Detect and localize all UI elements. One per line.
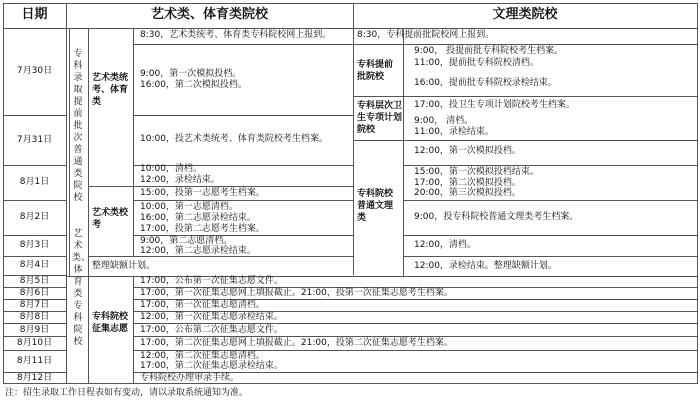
- event-text: 整理缺额计划。: [92, 261, 156, 271]
- event-text: 16:00，第二志愿录检结束。: [140, 213, 256, 223]
- event-text: 17:00，第一次征集志愿网上填报截止。21:00，投第一次征集志愿考生档案。: [140, 288, 453, 298]
- event-text: 12:00，第一次模拟投档。: [414, 146, 521, 156]
- date-cell: 8月7日: [19, 300, 50, 310]
- event-text: 15:00，投第一志愿考生档案。: [140, 188, 265, 198]
- event-text: 10:00，清档。: [140, 164, 202, 174]
- date-cell: 8月2日: [19, 212, 50, 222]
- event-text: 12:00，录检结束。: [140, 175, 220, 185]
- event-text: 12:00，第二次征集志愿清档。: [140, 351, 265, 361]
- event-text: 9:00， 清档。: [414, 116, 474, 126]
- header-liberal-science: 文理类院校: [492, 7, 558, 22]
- header-art-sport: 艺术类、体育类院校: [150, 7, 268, 22]
- category-label: 艺术类统考、体育类: [92, 73, 129, 107]
- event-text: 17:00，投第二志愿考生档案。: [140, 224, 265, 234]
- event-text: 9:00，第二志愿清档。: [140, 236, 233, 246]
- date-cell: 8月8日: [19, 312, 50, 322]
- category-label: 艺术类校考: [92, 208, 129, 230]
- event-text: 10:00，第一志愿清档。: [140, 202, 238, 212]
- category-vertical-label: 艺术类、体育类专科院校: [72, 229, 91, 347]
- event-text: 17:00，第二次征集志愿网上填报截止。21:00，投第二次征集志愿考生档案。: [140, 338, 453, 348]
- category-label: 专科院校普通文理类: [357, 189, 394, 223]
- date-cell: 8月1日: [19, 177, 50, 187]
- event-text: 9:00，第一次模拟投档。: [140, 69, 242, 79]
- event-text: 17:00，第二次征集志愿录检结束。: [140, 361, 283, 371]
- category-label: 专科院校征集志愿: [92, 312, 129, 334]
- event-text: 16:00，提前批专科院校录检结束。: [414, 78, 557, 88]
- date-cell: 7月30日: [16, 66, 53, 76]
- event-text: 9:00， 投提前批专科院校考生档案。: [414, 46, 564, 56]
- event-text: 12:00，清档。: [414, 240, 476, 250]
- event-text: 9:00，投专科院校普通文理类考生档案。: [414, 212, 579, 222]
- date-cell: 8月12日: [16, 373, 53, 383]
- date-cell: 8月11日: [16, 356, 53, 366]
- date-cell: 8月5日: [19, 276, 50, 286]
- event-text: 8:30，艺术类统考、体育类专科院校网上报到。: [140, 30, 332, 40]
- category-label: 专科层次卫生专项计划院校: [357, 101, 403, 135]
- event-text: 8:30，专科提前批院校网上报到。: [357, 30, 495, 40]
- date-cell: 8月4日: [19, 260, 50, 270]
- date-cell: 8月6日: [19, 288, 50, 298]
- event-text: 12:00，第二志愿录检结束。: [140, 246, 256, 256]
- date-cell: 7月31日: [16, 135, 53, 145]
- event-text: 17:00，公布第一次征集志愿文件。: [140, 276, 283, 286]
- event-text: 11:00，提前批专科院校清档。: [414, 58, 539, 68]
- event-text: 专科院校办理审录手续。: [140, 373, 240, 383]
- event-text: 17:00，第一次征集志愿清档。: [140, 300, 265, 310]
- date-cell: 8月9日: [19, 325, 50, 335]
- event-text: 17:00，投卫生专项计划院校考生档案。: [414, 100, 575, 110]
- header-date: 日期: [21, 7, 48, 22]
- category-vertical-label: 专科录取提前批次普通类院校: [73, 49, 83, 203]
- event-text: 15:00，第一次模拟投档结束。: [414, 167, 539, 177]
- event-text: 17:00，第二次模拟投档。: [414, 178, 521, 188]
- event-text: 12:00，录检结束。整理缺额计划。: [414, 261, 557, 271]
- event-text: 20:00，第三次模拟投档。: [414, 188, 521, 198]
- event-text: 16:00，第二次模拟投档。: [140, 80, 247, 90]
- date-cell: 8月3日: [19, 240, 50, 250]
- event-text: 12:00，第一次征集志愿录检结束。: [140, 312, 283, 322]
- footnote: 注：招生录取工作日程表如有变动，请以录取系统通知为准。: [5, 388, 249, 398]
- category-label: 专科提前批院校: [357, 60, 394, 82]
- event-text: 10:00，投艺术类统考、体育类院校考生档案。: [140, 134, 328, 144]
- date-cell: 8月10日: [16, 338, 53, 348]
- event-text: 11:00，录检结束。: [414, 127, 494, 137]
- event-text: 17:00，公布第二次征集志愿文件。: [140, 325, 283, 335]
